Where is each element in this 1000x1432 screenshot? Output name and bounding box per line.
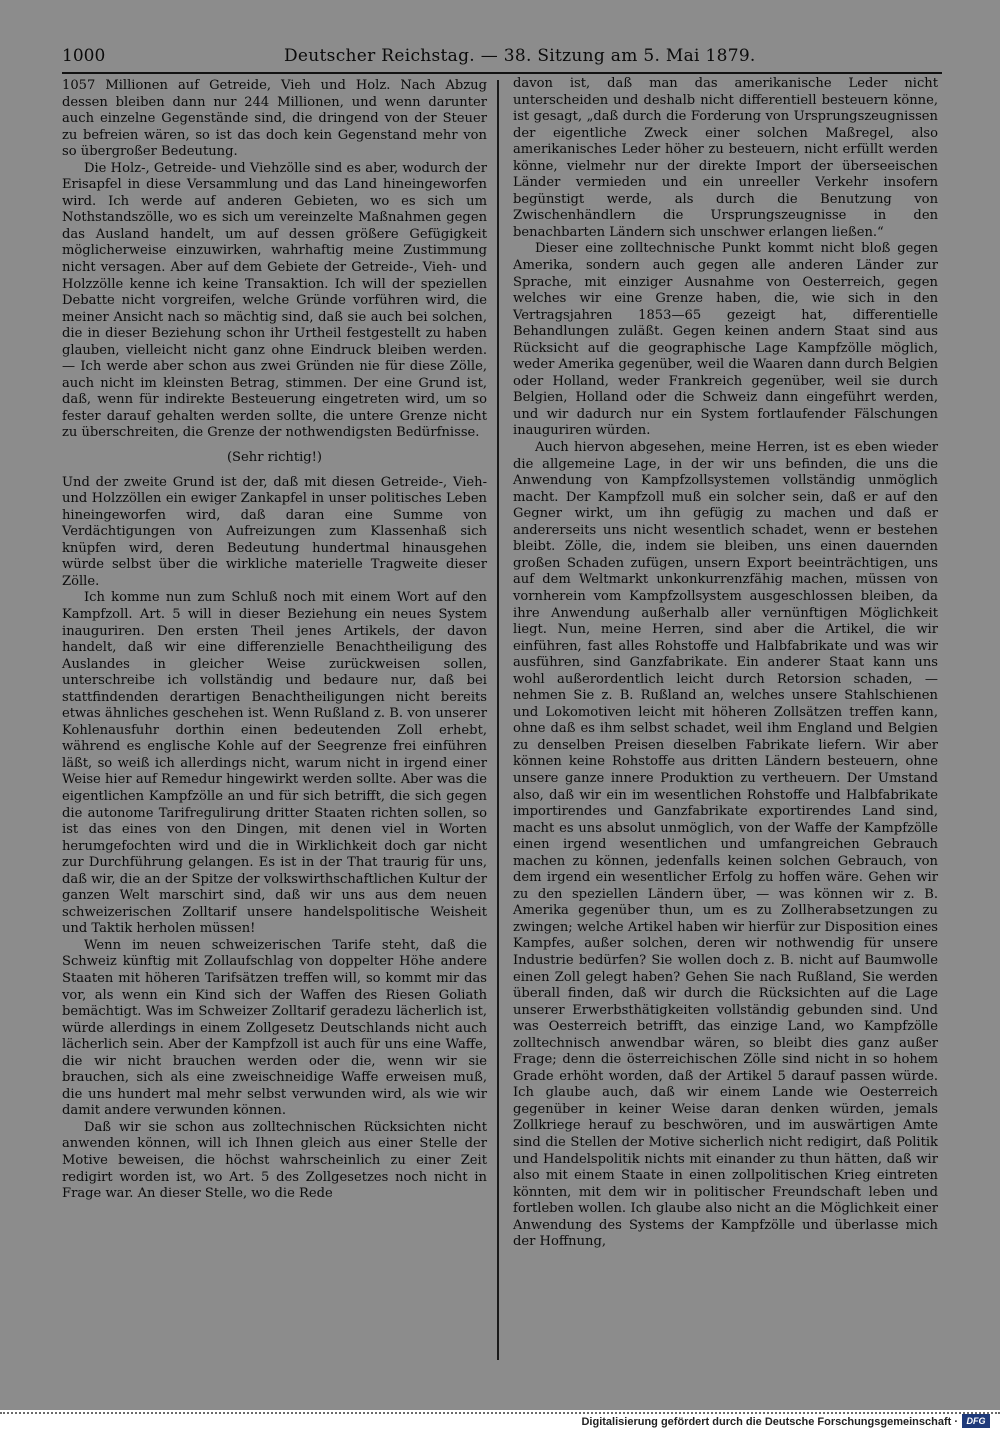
paragraph: Auch hiervon abgesehen, meine Herren, ist es eben wieder die allgemeine Lage, in der wir uns befinden, die uns die Anwendung von Kampfzollsystemen vollständig unmöglich macht. Der Kampfzoll muß ein solcher sein, daß er auf den Gegner wirkt, um ihn gefügig zu machen und daß er andererseits uns nicht wesentlich schadet, wenn er bestehen bleibt. Zölle, die, indem sie bleiben, uns einen dauernden großen Schaden zufügen, unsern Export beeinträchtigen, uns auf dem Weltmarkt unkonkurrenzfähig machen, müssen von vornherein vom Kampfzollsystem ausgeschlossen bleiben, da ihre Anwendung außerhalb aller vernünftigen Möglichkeit liegt. Nun, meine Herren, sind aber die Artikel, die wir einführen, fast alles Rohstoffe und Halbfabrikate und was wir ausführen, sind Ganzfabrikate. Ein anderer Staat kann uns wohl außerordentlich leicht durch Retorsion schaden, — nehmen Sie z. B. Rußland an, welches unsere Stahlschienen und Lokomotiven leicht mit höheren Zollsätzen treffen kann, ohne daß es ihm selbst schadet, weil ihm England und Belgien zu denselben Preisen dieselben Fabrikate liefern. Wir aber können keine Rohstoffe aus dritten Ländern besteuern, ohne unsere ganze innere Produktion zu vertheuern. Der Umstand also, daß wir ein im wesentlichen Rohstoffe und Halbfabrikate importirendes und Ganzfabrikate exportirendes Land sind, macht es uns absolut unmöglich, von der Waffe der Kampfzölle einen irgend wesentlichen und umfangreichen Gebrauch machen zu können, jedenfalls keinen solchen Gebrauch, von dem irgend ein wesentlicher Erfolg zu hoffen wäre. Gehen wir zu den speziellen Ländern über, — was können wir z. B. Amerika gegenüber thun, um es zu Zollherabsetzungen zu zwingen; welche Artikel haben wir hierfür zur Disposition eines Kampfes, außer solchen, deren wir nothwendig für unsere Industrie bedürfen? Sie wollen doch z. B. nicht auf Baumwolle einen Zoll gelegt haben? Gehen Sie nach Rußland, Sie werden überall finden, daß wir durch die Rücksichten auf die Lage unserer Erwerbsthätigkeiten vollständig gebunden sind. Und was Oesterreich betrifft, das einzige Land, wo Kampfzölle zolltechnisch anwendbar wären, so bleibt dies ganz außer Frage; denn die österreichischen Zölle sind nicht in so hohem Grade erhöht worden, daß der Artikel 5 darauf passen würde. Ich glaube auch, daß wir einem Lande wie Oesterreich gegenüber in keiner Weise daran denken würden, jemals Zollkriege herauf zu beschwören, und im auswärtigen Amte sind die Stellen der Motive sicherlich nicht redigirt, daß Politik und Handelspolitik nichts mit einander zu thun hätten, daß wir also mit einem Staate in einen zollpolitischen Krieg eintreten könnten, mit dem wir in politischer Freundschaft leben und fortleben wollen. Ich glaube also nicht an die Möglichkeit einer Anwendung des Systems der Kampfzölle und überlasse mich der Hoffnung, [513,440,938,1250]
paragraph: Ich komme nun zum Schluß noch mit einem Wort auf den Kampfzoll. Art. 5 will in dieser Beziehung ein neues System inauguriren. Den ersten Theil jenes Artikels, der davon handelt, daß wir eine differenzielle Benachtheiligung des Auslandes in gleicher Weise zurückweisen sollen, unterschreibe ich vollständig und bedaure nur, daß bei stattfindenden derartigen Benachtheiligungen nicht bereits etwas ähnliches geschehen ist. Wenn Rußland z. B. von unserer Kohlenausfuhr dorthin einen bedeutenden Zoll erhebt, während es englische Kohle auf der Seegrenze frei einführen läßt, so weiß ich allerdings nicht, warum nicht in irgend einer Weise hier auf Remedur hingewirkt werden sollte. Aber was die eigentlichen Kampfzölle an und für sich betrifft, die sich gegen die autonome Tarifregulirung dritter Staaten richten sollen, so ist das eines von den Dingen, mit denen viel in Worten herumgefochten wird und die in Wirklichkeit doch gar nicht zur Durchführung gelangen. Es ist in der That traurig für uns, daß wir, die an der Spitze der volkswirthschaftlichen Kultur der ganzen Welt marschirt sind, daß wir uns aus dem neuen schweizerischen Zolltarif unsere handelspolitische Weisheit und Taktik herholen müssen! [62,590,487,937]
page-header [62,38,942,74]
paragraph: davon ist, daß man das amerikanische Leder nicht unterscheiden und deshalb nicht differentiell besteuern könne, ist gesagt, „daß durch die Forderung von Ursprungszeugnissen der eigentliche Zweck einer solchen Maßregel, also amerikanisches Leder höher zu besteuern, nicht erfüllt werden könne, vielmehr nur der direkte Import der überseeischen Länder vermieden und ein unreeller Verkehr insofern begünstigt werde, als durch die Benutzung von Zwischenhändlern die Ursprungszeugnisse in den benachbarten Ländern sich unschwer erlangen ließen.“ [513,76,938,240]
running-head: Deutscher Reichstag. — 38. Sitzung am 5. Mai 1879. [284,46,756,66]
paragraph: Und der zweite Grund ist der, daß mit diesen Getreide-, Vieh- und Holzzöllen ein ewiger Zankapfel in unser politisches Leben hineingeworfen wird, daß daran eine Summe von Verdächtigungen von Aufreizungen zum Klassenhaß sich knüpfen wird, deren Bedeutung hundertmal hinausgehen würde selbst über die wirkliche materielle Tragweite dieser Zölle. [62,474,487,589]
column-divider [497,80,499,1360]
left-column [62,78,487,1203]
paragraph: Wenn im neuen schweizerischen Tarife steht, daß die Schweiz künftig mit Zollaufschlag von doppelter Höhe andere Staaten mit höheren Tarifsätzen treffen will, so kommt mir das vor, als wenn ein Kind sich der Waffen des Riesen Goliath bemächtigt. Was im Schweizer Zolltarif geradezu lächerlich ist, würde allerdings in einem Zollgesetz Deutschlands nicht auch lächerlich sein. Aber der Kampfzoll ist auch für uns eine Waffe, die wir nicht brauchen werden oder die, wenn wir sie brauchen, sich als eine zweischneidige Waffe erweisen muß, die uns hundert mal mehr selbst verwunden wird, als wie wir damit andere verwunden können. [62,937,487,1119]
interjection: (Sehr richtig!) [226,450,323,466]
dfg-logo-icon: DFG [962,1414,990,1428]
right-column [513,76,938,1251]
paragraph: Daß wir sie schon aus zolltechnischen Rücksichten nicht anwenden können, will ich Ihnen gleich aus einer Stelle der Motive beweisen, die höchst wahrscheinlich zu einer Zeit redigirt worden ist, wo Art. 5 des Zollgesetzes noch nicht in Frage war. An dieser Stelle, wo die Rede [62,1119,487,1202]
page-number: 1000 [62,46,106,66]
paragraph: Die Holz-, Getreide- und Viehzölle sind es aber, wodurch der Erisapfel in diese Versammlung und das Land hineingeworfen wird. Ich werde auf anderen Gebieten, wo es sich um Nothstandszölle, wo es sich um vereinzelte Maßnahmen gegen das Ausland handelt, um auf dessen größere Gefügigkeit möglicherweise einzuwirken, wahrhaftig meine Zustimmung nicht versagen. Aber auf dem Gebiete der Getreide-, Vieh- und Holzzölle kenne ich keine Transaktion. Ich will der speziellen Debatte nicht vorgreifen, welche Gründe vorführen wird, die meiner Ansicht nach so mächtig sind, daß sie auch bei solchen, die in dieser Beziehung schon ihr Urtheil festgestellt zu haben glauben, vielleicht nicht ganz ohne Eindruck bleiben werden. — Ich werde aber schon aus zwei Gründen nie für diese Zölle, auch nicht im kleinsten Betrag, stimmen. Der eine Grund ist, daß, wenn für indirekte Besteuerung eingetreten wird, um so fester darauf gehalten werden sollte, die untere Grenze nicht zu überschreiten, die Grenze der nothwendigsten Bedürfnisse. [62,160,487,441]
funding-credit: Digitalisierung gefördert durch die Deutsche Forschungsgemeinschaft · [581,1416,958,1428]
paragraph: Dieser eine zolltechnische Punkt kommt nicht bloß gegen Amerika, sondern auch gegen alle anderen Länder zur Sprache, mit einziger Ausnahme von Oesterreich, gegen welches wir eine Grenze haben, die, wie sich in den Vertragsjahren 1853—65 gezeigt hat, differentielle Behandlungen zuläßt. Gegen keinen andern Staat sind aus Rücksicht auf die geographische Lage Kampfzölle möglich, weder Amerika gegenüber, weil die Waaren dann durch Belgien oder Holland, weder Frankreich gegenüber, weil sie durch Belgien, Holland oder die Schweiz dann eingeführt werden, und wir dadurch nur ein System fortlaufender Fälschungen inauguriren würden. [513,241,938,439]
paragraph: 1057 Millionen auf Getreide, Vieh und Holz. Nach Abzug dessen bleiben dann nur 244 Millionen, und wenn darunter auch einzelne Gegenstände sind, die dringend von der Steuer zu befreien wären, so ist das doch kein Gegenstand mehr von so übergroßer Bedeutung. [62,78,487,160]
